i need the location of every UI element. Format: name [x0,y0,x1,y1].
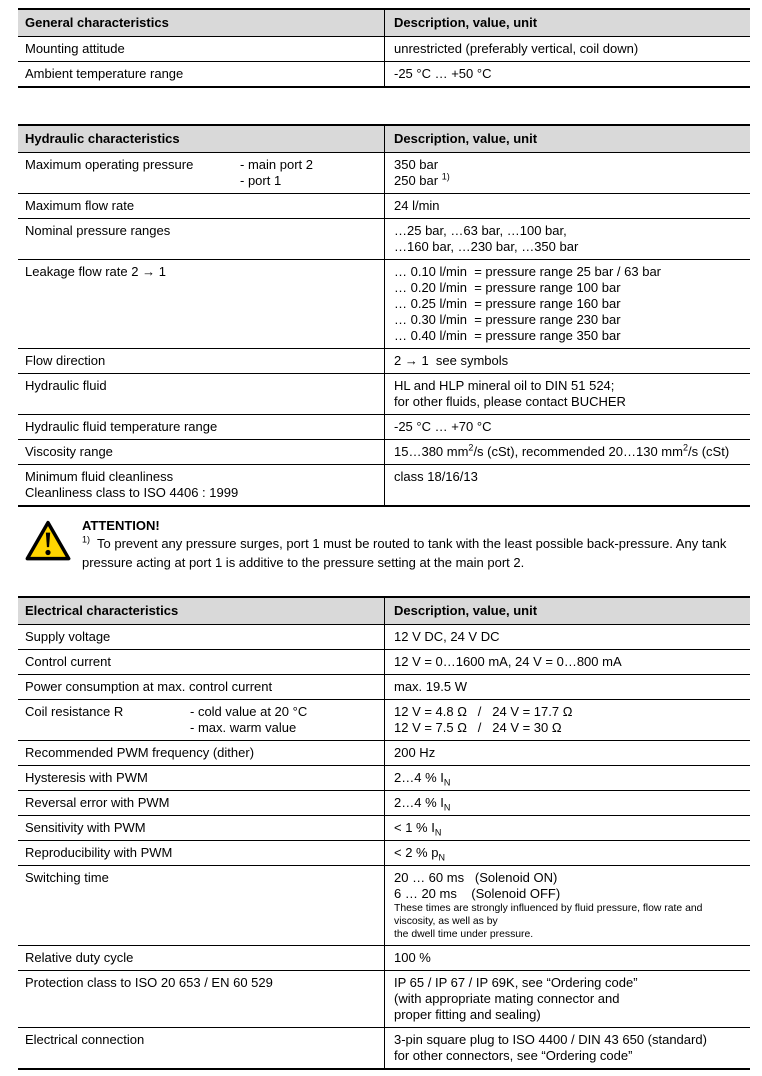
row-label [18,1028,384,1068]
label-sub-line: - cold value at 20 °C [190,704,308,719]
row-label [18,440,384,464]
table-row [18,464,750,505]
row-label [18,349,384,373]
value-line: -25 °C … +50 °C [394,66,492,81]
row-value [384,650,750,674]
value-line: proper fitting and sealing) [394,1007,541,1022]
value-note-line: These times are strongly influenced by fluid pressure, flow rate and viscosity, as well as by [394,903,706,927]
value-line: max. 19.5 W [394,679,467,694]
electrical-characteristics-table [18,596,750,1070]
table-row [18,945,750,970]
table-body [18,37,750,86]
label-line: Control current [25,654,111,669]
label-line: Relative duty cycle [25,950,134,965]
table-body [18,625,750,1068]
table-row [18,193,750,218]
label-line: Hydraulic fluid [25,378,107,393]
row-value [384,153,750,193]
row-value [384,37,750,61]
row-value [384,219,750,259]
value-line: 6 … 20 ms (Solenoid OFF) [394,886,561,901]
table-row [18,970,750,1027]
table-header-row [18,126,750,153]
label-line: Nominal pressure ranges [25,223,171,238]
row-value [384,866,750,945]
label-sub-column [240,157,313,189]
row-value [384,1028,750,1068]
value-line: … 0.20 l/min = pressure range 100 bar [394,280,621,295]
row-label [18,866,384,945]
table-title: General characteristics [25,15,169,30]
general-characteristics-table [18,8,750,88]
row-value [384,374,750,414]
table-row [18,348,750,373]
row-label [18,465,384,505]
value-line: for other fluids, please contact BUCHER [394,394,626,409]
value-line: (with appropriate mating connector and [394,991,620,1006]
table-header-row [18,598,750,625]
table-row [18,649,750,674]
hydraulic-characteristics-table [18,124,750,507]
value-line: 3-pin square plug to ISO 4400 / DIN 43 650 (standard) [394,1032,707,1047]
value-line: … 0.10 l/min = pressure range 25 bar / 63 bar [394,264,662,279]
value-line: 200 Hz [394,745,436,760]
table-title: Hydraulic characteristics [25,131,180,146]
row-value [384,415,750,439]
value-note [394,902,744,941]
row-value [384,841,750,865]
label-line: Ambient temperature range [25,66,184,81]
label-sub-column [190,704,307,736]
value-line: 2 → 1 see symbols [394,353,509,368]
row-label [18,374,384,414]
label-line: Protection class to ISO 20 653 / EN 60 529 [25,975,273,990]
label-sub-line: - port 1 [240,173,282,188]
row-label [18,62,384,86]
label-line: Mounting attitude [25,41,125,56]
row-value [384,791,750,815]
label-line: Hydraulic fluid temperature range [25,419,218,434]
table-row [18,218,750,259]
value-line: …25 bar, …63 bar, …100 bar, [394,223,567,238]
row-value [384,440,750,464]
row-label [18,766,384,790]
value-line: HL and HLP mineral oil to DIN 51 524; [394,378,615,393]
value-line: 2…4 % $I_N$ [394,795,451,813]
column-header: Description, value, unit [384,126,750,152]
label-line: Power consumption at max. control current [25,679,273,694]
row-value [384,194,750,218]
value-line: -25 °C … +70 °C [394,419,492,434]
table-row [18,373,750,414]
row-value [384,62,750,86]
table-row [18,790,750,815]
label-line: Reproducibility with PWM [25,845,173,860]
row-value [384,349,750,373]
attention-body [82,517,750,572]
label-line: Viscosity range [25,444,113,459]
row-label [18,675,384,699]
table-row [18,740,750,765]
row-value [384,971,750,1027]
label-line: Cleanliness class to ISO 4406 : 1999 [25,485,239,500]
row-value [384,741,750,765]
label-line: Reversal error with PWM [25,795,170,810]
table-row [18,37,750,61]
label-line: Hysteresis with PWM [25,770,148,785]
value-line: 250 bar $^{1)}$ [394,171,450,188]
table-row [18,815,750,840]
value-line: 100 % [394,950,431,965]
table-row [18,699,750,740]
row-label [18,700,384,740]
row-value [384,260,750,348]
table-row [18,61,750,86]
row-label [18,816,384,840]
row-label [18,260,384,348]
value-line: for other connectors, see “Ordering code” [394,1048,633,1063]
value-line: … 0.30 l/min = pressure range 230 bar [394,312,621,327]
value-line: 350 bar [394,157,439,172]
label-sub-line: - max. warm value [190,720,297,735]
row-label [18,415,384,439]
row-label [18,625,384,649]
table-row [18,674,750,699]
value-line: 12 V = 0…1600 mA, 24 V = 0…800 mA [394,654,622,669]
attention-note [25,517,750,572]
warning-triangle-icon [25,520,71,567]
value-line: 2…4 % $I_N$ [394,770,451,788]
label-line: Leakage flow rate 2 → 1 [25,264,166,279]
value-line: 15…380 $mm^2/s$ (cSt), recommended 20…130 $mm^2/s$ (cSt) [394,442,730,459]
row-value [384,700,750,740]
label-line: Supply voltage [25,629,111,644]
row-label [18,946,384,970]
value-line: < 2 % $p_N$ [394,845,445,863]
value-line: 12 V = 7.5 Ω / 24 V = 30 Ω [394,720,562,735]
value-line: …160 bar, …230 bar, …350 bar [394,239,579,254]
value-line: IP 65 / IP 67 / IP 69K, see “Ordering code” [394,975,638,990]
table-body [18,153,750,505]
label-line: Flow direction [25,353,106,368]
table-row [18,153,750,193]
label-line: Electrical connection [25,1032,145,1047]
label-line: Coil resistance R [25,704,124,719]
row-value [384,816,750,840]
table-row [18,840,750,865]
attention-title: ATTENTION! [82,518,160,533]
value-line: 12 V DC, 24 V DC [394,629,500,644]
row-label [18,219,384,259]
label-line: Minimum fluid cleanliness [25,469,174,484]
label-line: Switching time [25,870,109,885]
value-line: < 1 % $I_N$ [394,820,442,838]
value-line: … 0.25 l/min = pressure range 160 bar [394,296,621,311]
value-line: class 18/16/13 [394,469,478,484]
row-value [384,766,750,790]
row-label [18,194,384,218]
row-label [18,153,384,193]
table-row [18,625,750,649]
value-line: 20 … 60 ms (Solenoid ON) [394,870,558,885]
table-row [18,765,750,790]
label-line: Maximum flow rate [25,198,135,213]
row-value [384,625,750,649]
table-row [18,439,750,464]
value-line: 12 V = 4.8 Ω / 24 V = 17.7 Ω [394,704,573,719]
row-value [384,946,750,970]
row-value [384,465,750,505]
row-label [18,971,384,1027]
value-line: 24 l/min [394,198,440,213]
table-row [18,414,750,439]
label-sub-line: - main port 2 [240,157,313,172]
row-label [18,650,384,674]
row-label [18,741,384,765]
row-label [18,841,384,865]
label-line: Recommended PWM frequency (dither) [25,745,255,760]
row-label [18,37,384,61]
table-title: Electrical characteristics [25,603,179,618]
value-line: … 0.40 l/min = pressure range 350 bar [394,328,621,343]
table-row [18,1027,750,1068]
label-line: Sensitivity with PWM [25,820,146,835]
label-line: Maximum operating pressure [25,157,194,172]
value-note-line: the dwell time under pressure. [394,929,534,940]
row-value [384,675,750,699]
table-header-row [18,10,750,37]
table-row [18,865,750,945]
value-line: unrestricted (preferably vertical, coil down) [394,41,639,56]
table-row [18,259,750,348]
column-header: Description, value, unit [384,598,750,624]
column-header: Description, value, unit [384,10,750,36]
row-label [18,791,384,815]
attention-text: $^{1)}$ To prevent any pressure surges, port 1 must be routed to tank with the least possible back-pressure. Any tank pressure acting at port 1 is additive to the pressure setting at the main port 2. [82,534,731,570]
